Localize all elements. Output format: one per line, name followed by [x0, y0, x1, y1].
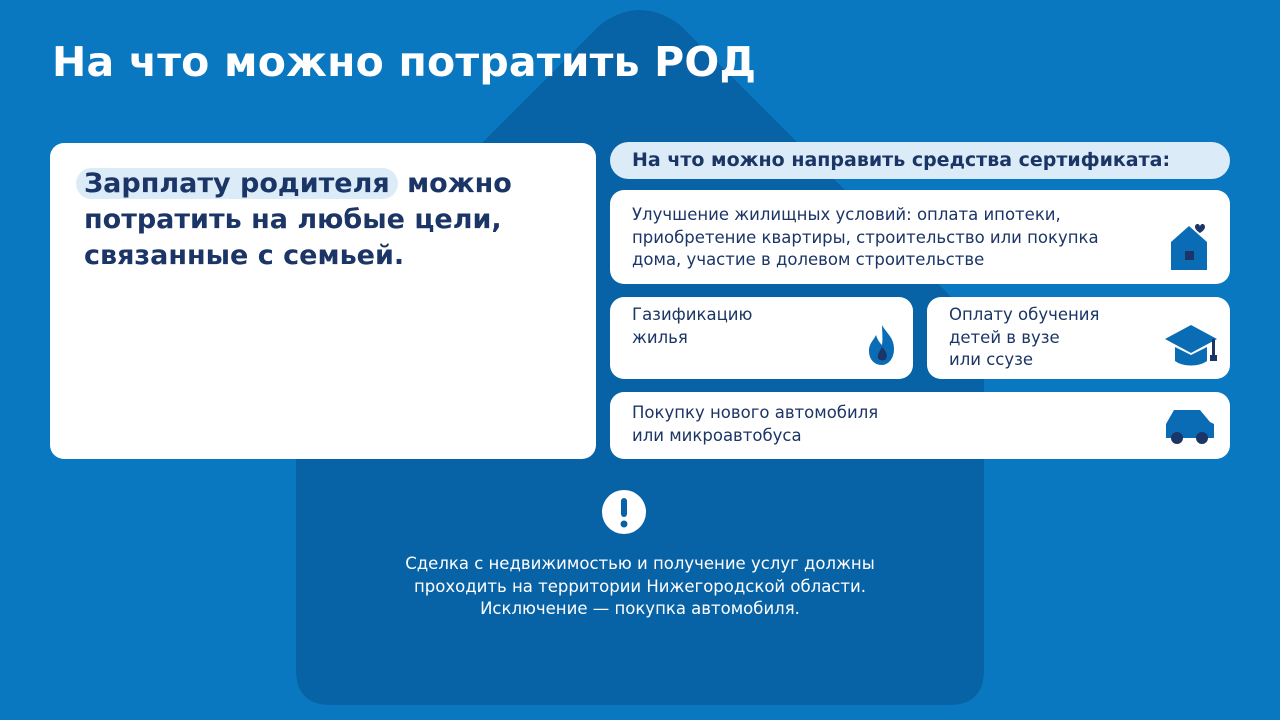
option-card-car [610, 392, 1230, 459]
option-housing-text: Улучшение жилищных условий: оплата ипотеки, приобретение квартиры, строительство или покупка дома, участие в долевом строительстве [632, 205, 1099, 269]
flame-icon [864, 323, 900, 367]
house-icon [1168, 218, 1214, 272]
intro-line1-rest: можно [397, 168, 512, 199]
directions-header-text: На что можно направить средства сертификата: [632, 149, 1171, 171]
directions-header [610, 142, 1230, 179]
car-icon [1162, 406, 1216, 446]
option-education-text: Оплату обучения детей в вузе или ссузе [949, 305, 1100, 369]
page-title: На что можно потратить РОД [52, 38, 757, 86]
option-card-education [927, 297, 1230, 379]
exclamation-icon [601, 489, 647, 535]
intro-line3: связанные с семьей. [84, 240, 405, 271]
option-gas-text: Газификацию жилья [632, 305, 753, 347]
notice-text: Сделка с недвижимостью и получение услуг должны проходить на территории Нижегородской области. Исключение — покупка автомобиля. [405, 554, 875, 618]
intro-line2: потратить на любые цели, [84, 204, 502, 235]
option-card-gas [610, 297, 913, 379]
intro-highlight: Зарплату родителя [76, 168, 398, 199]
intro-card [50, 143, 596, 459]
option-card-housing [610, 190, 1230, 284]
option-car-text: Покупку нового автомобиля или микроавтобуса [632, 403, 879, 445]
intro-text [84, 166, 564, 274]
graduation-cap-icon [1163, 321, 1219, 369]
